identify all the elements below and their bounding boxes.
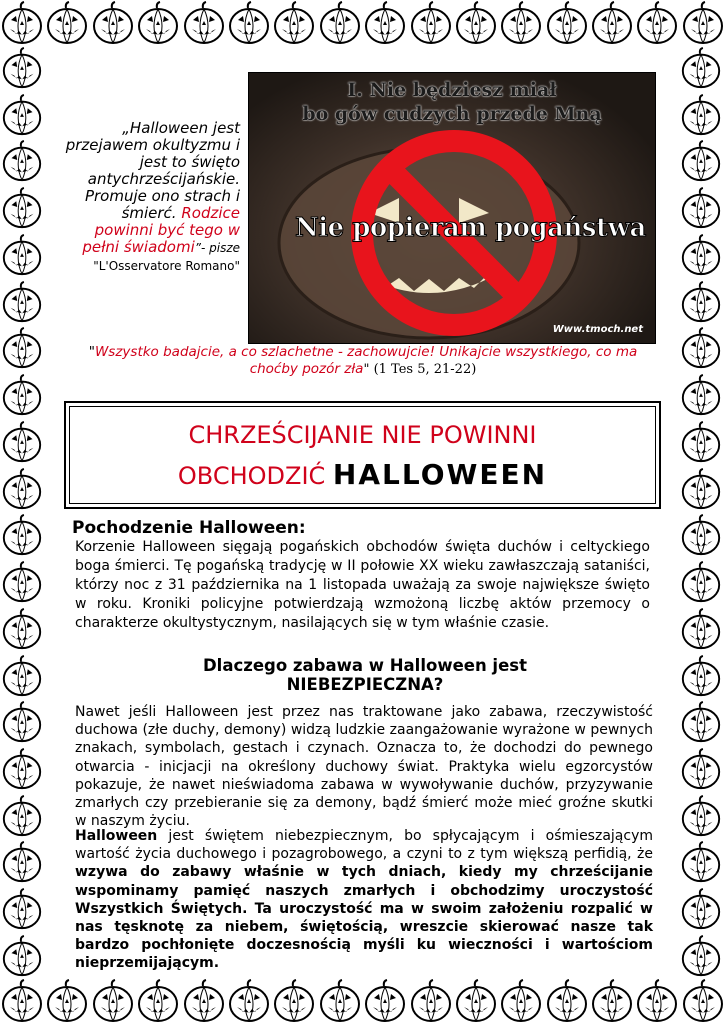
title-line2-black: HALLOWEEN [332, 457, 548, 491]
jack-o-lantern-icon [45, 978, 89, 1024]
jack-o-lantern-icon [0, 607, 44, 651]
why-p2-normal: jest świętem niebezpiecznym, bo spłycającym i ośmieszającym wartość życia duchowego i pozagrobowego, a czyni to z tym większą perfidią, że [75, 828, 653, 863]
jack-o-lantern-icon [679, 326, 723, 370]
bible-verse [66, 344, 660, 378]
photo-caption-line1: I. Nie będziesz miał [347, 79, 557, 101]
quote-source: "L'Osservatore Romano" [93, 259, 240, 273]
photo-caption-line2: bo gów cudzych przede Mną [302, 103, 602, 125]
quote-text: „Halloween jest przejawem okultyzmu i jest to święto antychrześcijańskie. Promuje ono strach i śmierć. [65, 119, 240, 222]
quote-text-red: Rodzice powinni być tego w pełni świadomi [82, 204, 240, 256]
jack-o-lantern-icon [0, 747, 44, 791]
jack-o-lantern-icon [409, 978, 453, 1024]
pumpkin-border-left [0, 46, 46, 978]
osservatore-quote [64, 120, 240, 275]
jack-o-lantern-icon [0, 700, 44, 744]
jack-o-lantern-icon [679, 420, 723, 464]
origin-paragraph: Korzenie Halloween sięgają pogańskich obchodów święta duchów i celtyckiego boga śmierci. Tę pogańską tradycję w II połowie XX wieku zawłaszczają sataniści, którzy noc z 31 października na 1 listopada uważają za swoje największe święto w roku. Kroniki policyjne potwierdzają wzmożoną liczbę aktów przemocy o charakterze okultystycznym, nasilających się w tym właśnie czasie. [75, 539, 650, 631]
jack-o-lantern-icon [272, 978, 316, 1024]
jack-o-lantern-icon [679, 139, 723, 183]
jack-o-lantern-icon [454, 0, 498, 46]
jack-o-lantern-icon [679, 747, 723, 791]
jack-o-lantern-icon [635, 0, 679, 46]
jack-o-lantern-icon [272, 0, 316, 46]
jack-o-lantern-icon [679, 840, 723, 884]
jack-o-lantern-icon [409, 0, 453, 46]
jack-o-lantern-icon [363, 978, 407, 1024]
jack-o-lantern-icon [318, 0, 362, 46]
jack-o-lantern-icon [679, 607, 723, 651]
title-line2-red: OBCHODZIĆ [177, 461, 326, 490]
pumpkin-border-right [679, 46, 725, 978]
jack-o-lantern-icon [679, 467, 723, 511]
jack-o-lantern-icon [454, 978, 498, 1024]
verse-reference: " (1 Tes 5, 21-22) [363, 362, 477, 377]
why-p2-bold-end: wzywa do zabawy właśnie w tych dniach, kiedy my chrześcijanie wspominamy pamięć naszych zmarłych i obchodzimy uroczystość Wszystkich Świętych. Ta uroczystość ma w swoim założeniu rozpalić w nas tęsknotę za niebem, świętością, wreszcie skierować nasze tak bardzo pochłonięte doczesnością myśli ku wieczności i wartościom nieprzemijającym. [75, 864, 653, 972]
jack-o-lantern-icon [679, 560, 723, 604]
verse-quote-open: " [88, 344, 95, 360]
title-line1: CHRZEŚCIJANIE NIE POWINNI [188, 420, 537, 449]
jack-o-lantern-icon [0, 560, 44, 604]
jack-o-lantern-icon [679, 280, 723, 324]
jack-o-lantern-icon [679, 934, 723, 978]
jack-o-lantern-icon [0, 467, 44, 511]
jack-o-lantern-icon [0, 46, 44, 90]
photo-watermark: Www.tmoch.net [552, 324, 643, 335]
jack-o-lantern-icon [545, 0, 589, 46]
why-paragraph-2 [75, 827, 653, 973]
quote-attribution: ”- pisze [194, 241, 240, 255]
jack-o-lantern-icon [679, 513, 723, 557]
jack-o-lantern-icon [182, 0, 226, 46]
jack-o-lantern-icon [0, 233, 44, 277]
jack-o-lantern-icon [590, 0, 634, 46]
jack-o-lantern-icon [136, 0, 180, 46]
pumpkin-border-bottom [0, 978, 725, 1024]
jack-o-lantern-icon [679, 654, 723, 698]
verse-text: Wszystko badajcie, a co szlachetne - zachowujcie! Unikajcie wszystkiego, co ma choćby pozór zła [94, 344, 638, 377]
jack-o-lantern-icon [679, 373, 723, 417]
title-line2 [178, 455, 547, 496]
pumpkin-border-top [0, 0, 725, 46]
jack-o-lantern-icon [499, 978, 543, 1024]
jack-o-lantern-icon [679, 46, 723, 90]
jack-o-lantern-icon [635, 978, 679, 1024]
why-heading-line2: NIEBEZPIECZNA? [286, 675, 444, 694]
jack-o-lantern-icon [182, 978, 226, 1024]
why-p2-bold-start: Halloween [75, 828, 158, 844]
halloween-prohibition-image [248, 72, 656, 344]
jack-o-lantern-icon [679, 186, 723, 230]
jack-o-lantern-icon [0, 840, 44, 884]
jack-o-lantern-icon [679, 794, 723, 838]
why-heading [70, 656, 660, 694]
jack-o-lantern-icon [679, 93, 723, 137]
why-heading-line1: Dlaczego zabawa w Halloween jest [202, 656, 527, 675]
why-paragraph-1: Nawet jeśli Halloween jest przez nas traktowane jako zabawa, rzeczywistość duchowa (złe duchy, demony) widzą ludzkie zaangażowanie wyrażone w pewnych znakach, symbolach, gestach i czynach. Oznacza to, że dochodzi do pewnego otwarcia - inicjacji na określony duchowy świat. Praktyka wielu egzorcystów pokazuje, że nawet nieświadoma zabawa w wywoływanie duchów, przyzywanie zmarłych czy przebieranie się za demony, bądź śmierć może mieć groźne skutki w naszym życiu. [75, 704, 653, 830]
jack-o-lantern-icon [679, 233, 723, 277]
jack-o-lantern-icon [681, 0, 725, 46]
jack-o-lantern-icon [681, 978, 725, 1024]
jack-o-lantern-icon [545, 978, 589, 1024]
jack-o-lantern-icon [318, 978, 362, 1024]
jack-o-lantern-icon [0, 326, 44, 370]
jack-o-lantern-icon [0, 794, 44, 838]
jack-o-lantern-icon [91, 0, 135, 46]
jack-o-lantern-icon [679, 887, 723, 931]
jack-o-lantern-icon [0, 0, 44, 46]
jack-o-lantern-icon [0, 513, 44, 557]
jack-o-lantern-icon [590, 978, 634, 1024]
jack-o-lantern-icon [0, 420, 44, 464]
jack-o-lantern-icon [227, 978, 271, 1024]
jack-o-lantern-icon [679, 700, 723, 744]
jack-o-lantern-icon [0, 139, 44, 183]
jack-o-lantern-icon [363, 0, 407, 46]
jack-o-lantern-icon [91, 978, 135, 1024]
jack-o-lantern-icon [0, 887, 44, 931]
jack-o-lantern-icon [499, 0, 543, 46]
jack-o-lantern-icon [0, 280, 44, 324]
jack-o-lantern-icon [0, 978, 44, 1024]
title-box [64, 401, 661, 509]
jack-o-lantern-icon [45, 0, 89, 46]
jack-o-lantern-icon [0, 186, 44, 230]
jack-o-lantern-icon [0, 373, 44, 417]
origin-heading: Pochodzenie Halloween: [72, 518, 306, 538]
jack-o-lantern-icon [0, 93, 44, 137]
jack-o-lantern-icon [0, 934, 44, 978]
jack-o-lantern-icon [0, 654, 44, 698]
jack-o-lantern-icon [136, 978, 180, 1024]
photo-banner-text: Nie popieram pogaństwa [295, 213, 646, 243]
jack-o-lantern-icon [227, 0, 271, 46]
